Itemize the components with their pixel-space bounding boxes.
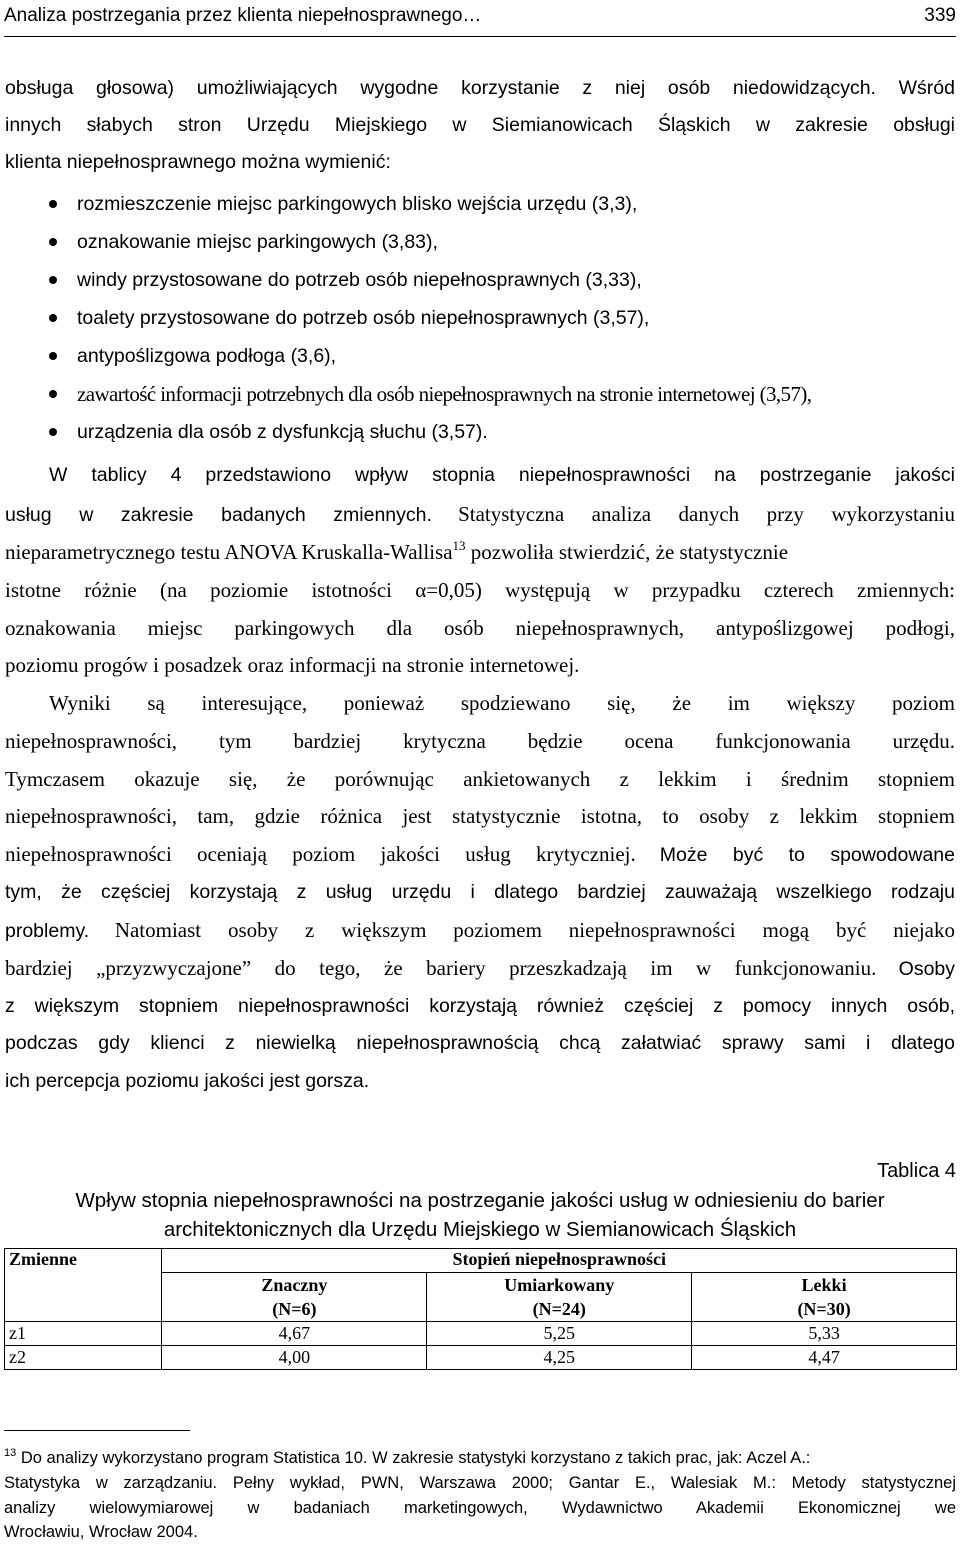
running-title: Analiza postrzegania przez klienta niepełnosprawnego… — [4, 5, 482, 26]
table-cell: 4,25 — [427, 1346, 692, 1370]
footnote-line: analizy wielowymiarowej w badaniach marketingowych, Wydawnictwo Akademii Ekonomicznej we — [4, 1499, 956, 1517]
list-item: urządzenia dla osób z dysfunkcją słuchu (3,57). — [77, 421, 488, 443]
data-table — [4, 1248, 957, 1370]
body-line: poziomu progów i posadzek oraz informacji na stronie internetowej. — [5, 653, 580, 677]
footnote-line: Wrocławiu, Wrocław 2004. — [4, 1523, 198, 1541]
bullet-marker — [49, 428, 57, 436]
header-group: Stopień niepełnosprawności — [162, 1249, 957, 1273]
body-line: istotne różnie (na poziomie istotności α=0,05) występują w przypadku czterech zmiennych: — [5, 578, 955, 602]
table-caption: Wpływ stopnia niepełnosprawności na postrzeganie jakości usług w odniesieniu do barier — [75, 1189, 885, 1212]
body-line: innych słabych stron Urzędu Miejskiego w Siemianowicach Śląskich w zakresie obsługi — [5, 114, 955, 136]
bullet-marker — [49, 390, 57, 398]
table-label: Tablica 4 — [877, 1160, 956, 1182]
header-cell — [162, 1273, 427, 1322]
bullet-marker — [49, 200, 57, 208]
footnote-text: Do analizy wykorzystano program Statistica 10. W zakresie statystyki korzystano z takich prac, jak: Aczel A.: — [20, 1449, 811, 1467]
group-n: (N=30) — [797, 1299, 851, 1319]
body-line: klienta niepełnosprawnego można wymienić: — [5, 151, 391, 173]
text-run: nieparametrycznego testu ANOVA Kruskalla-Wallisa — [5, 540, 453, 564]
list-item: antypoślizgowa podłoga (3,6), — [77, 345, 337, 367]
body-line: obsługa głosowa) umożliwiających wygodne korzystanie z niej osób niedowidzących. Wśród — [5, 77, 955, 99]
body-line — [5, 499, 955, 529]
list-item: zawartość informacji potrzebnych dla osób niepełnosprawnych na stronie internetowej (3,57), — [77, 382, 812, 406]
running-header — [4, 2, 956, 37]
table-caption: architektonicznych dla Urzędu Miejskiego w Siemianowicach Śląskich — [163, 1218, 797, 1241]
text-run: problemy. — [5, 920, 90, 942]
footnote-line: Statystyka w zarządzaniu. Pełny wykład, PWN, Warszawa 2000; Gantar E., Walesiak M.: Metody statystycznej — [4, 1474, 956, 1492]
body-line: niepełnosprawności, tam, gdzie różnica jest statystycznie istotna, to osoby z lekkim stopniem — [5, 804, 955, 828]
text-run: usług w zakresie badanych zmiennych. — [5, 504, 432, 526]
footnote-line — [4, 1446, 956, 1470]
header-cell — [692, 1273, 957, 1322]
body-line — [5, 953, 955, 983]
bullet-marker — [49, 352, 57, 360]
list-item: oznakowanie miejsc parkingowych (3,83), — [77, 231, 438, 253]
table-cell: 5,33 — [692, 1322, 957, 1346]
body-line: podczas gdy klienci z niewielką niepełnosprawnością chcą załatwiać sprawy sami i dlatego — [5, 1032, 955, 1054]
body-line: niepełnosprawności, tym bardziej krytyczna będzie ocena funkcjonowania urzędu. — [5, 729, 955, 753]
header-variables: Zmienne — [5, 1249, 162, 1322]
text-run: Natomiast osoby z większym poziomem niepełnosprawności mogą być niejako — [114, 918, 955, 942]
table-cell: 4,47 — [692, 1346, 957, 1370]
group-name: Lekki — [801, 1275, 847, 1295]
text-run: Osoby — [898, 958, 955, 980]
table-cell-variable: z1 — [5, 1322, 162, 1346]
body-line: ich percepcja poziomu jakości jest gorsza. — [5, 1070, 370, 1092]
text-run: pozwoliła stwierdzić, że statystycznie — [470, 540, 789, 564]
group-n: (N=6) — [272, 1299, 317, 1319]
body-line: W tablicy 4 przedstawiono wpływ stopnia niepełnosprawności na postrzeganie jakości — [49, 464, 955, 486]
group-name: Umiarkowany — [504, 1275, 615, 1295]
bullet-marker — [49, 238, 57, 246]
footnote-ref: 13 — [452, 538, 466, 553]
body-line: oznakowania miejsc parkingowych dla osób niepełnosprawnych, antypoślizgowej podłogi, — [5, 616, 955, 640]
text-run: niepełnosprawności oceniają poziom jakości usług krytyczniej. — [5, 842, 636, 866]
footnote-separator — [4, 1430, 190, 1431]
table-header-row — [5, 1249, 957, 1273]
group-name: Znaczny — [261, 1275, 328, 1295]
body-line: z większym stopniem niepełnosprawności korzystają również częściej z pomocy innych osób, — [5, 995, 955, 1017]
list-item: windy przystosowane do potrzeb osób niepełnosprawnych (3,33), — [77, 269, 642, 291]
text-run: bardziej „przyzwyczajone” do tego, że bariery przeszkadzają im w funkcjonowaniu. — [5, 956, 877, 980]
table-cell-variable: z2 — [5, 1346, 162, 1370]
group-n: (N=24) — [532, 1299, 586, 1319]
body-line — [5, 537, 955, 567]
text-run: Statystyczna analiza danych przy wykorzystaniu — [458, 502, 955, 526]
list-item: toalety przystosowane do potrzeb osób niepełnosprawnych (3,57), — [77, 307, 650, 329]
table-row — [5, 1346, 957, 1370]
table-cell: 5,25 — [427, 1322, 692, 1346]
page-number: 339 — [924, 5, 956, 26]
table-row — [5, 1322, 957, 1346]
body-line: Tymczasem okazuje się, że porównując ankietowanych z lekkim i średnim stopniem — [5, 767, 955, 791]
table-cell: 4,67 — [162, 1322, 427, 1346]
bullet-marker — [49, 314, 57, 322]
body-line: tym, że częściej korzystają z usług urzędu i dlatego bardziej zauważają wszelkiego rodzaju — [5, 881, 955, 903]
text-run: Może być to spowodowane — [659, 844, 955, 866]
body-line: Wyniki są interesujące, ponieważ spodziewano się, że im większy poziom — [49, 691, 955, 715]
table-cell: 4,00 — [162, 1346, 427, 1370]
footnote-number: 13 — [4, 1447, 17, 1459]
body-line — [5, 915, 955, 945]
bullet-marker — [49, 276, 57, 284]
header-cell — [427, 1273, 692, 1322]
list-item: rozmieszczenie miejsc parkingowych blisko wejścia urzędu (3,3), — [77, 193, 638, 215]
body-line — [5, 839, 955, 869]
